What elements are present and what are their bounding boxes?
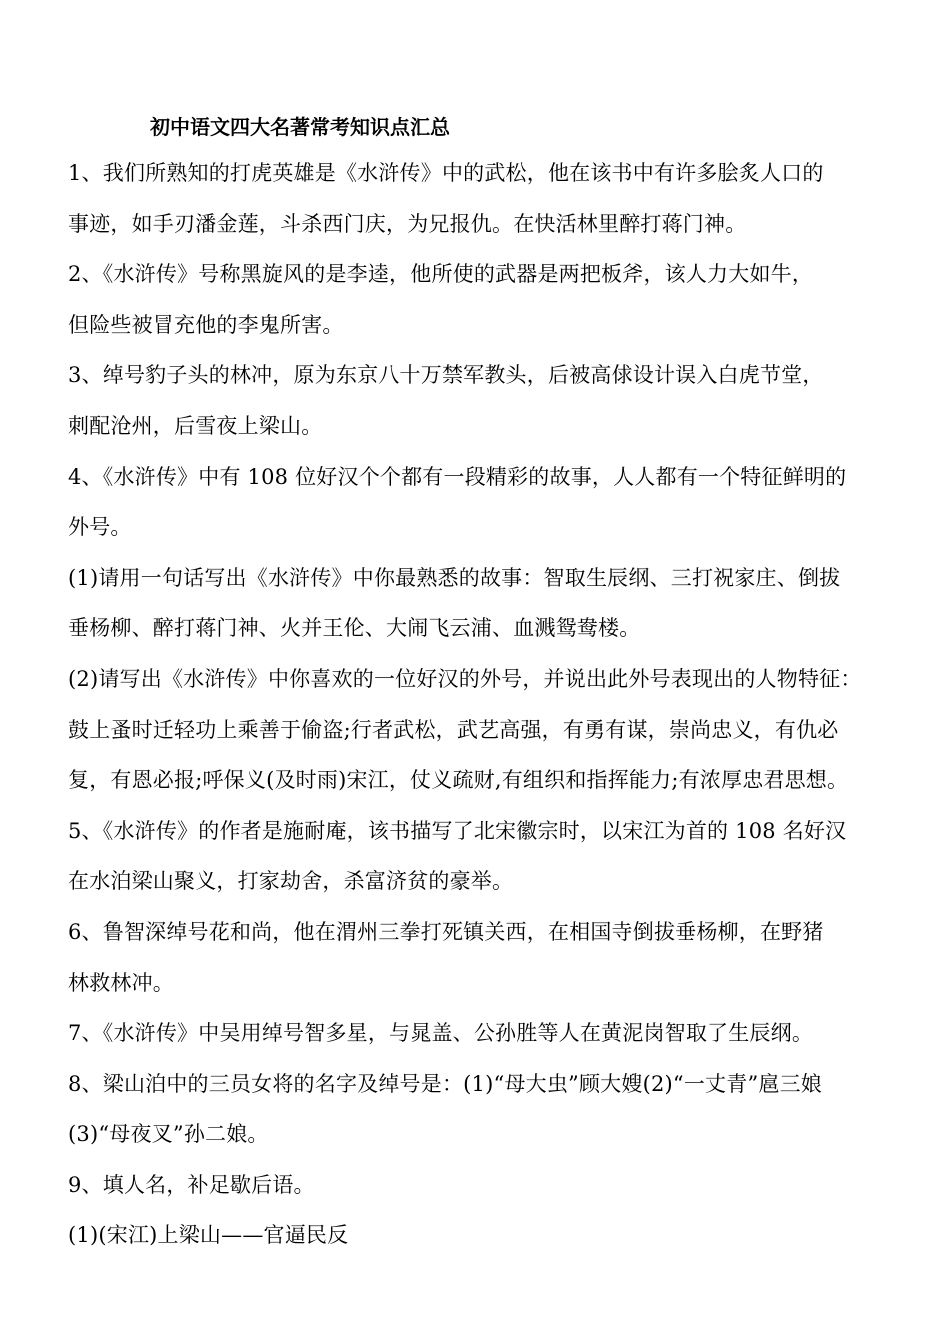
text-line: 林救林冲。 [68, 970, 174, 995]
text-line: 事迹，如手刃潘金莲，斗杀西门庆，为兄报仇。在快活林里醉打蒋门神。 [68, 211, 747, 236]
text-line: 7、《水浒传》中吴用绰号智多星，与晁盖、公孙胜等人在黄泥岗智取了生辰纲。 [68, 1021, 814, 1046]
page-title: 初中语文四大名著常考知识点汇总 [150, 115, 450, 139]
text-line: 9、填人名，补足歇后语。 [68, 1172, 315, 1197]
text-line: 3、绰号豹子头的林冲，原为东京八十万禁军教头，后被高俅设计误入白虎节堂， [68, 363, 824, 388]
text-line: 5、《水浒传》的作者是施耐庵，该书描写了北宋徽宗时，以宋江为首的 108 名好汉 [68, 818, 847, 843]
text-line: (2)请写出《水浒传》中你喜欢的一位好汉的外号，并说出此外号表现出的人物特征： [68, 666, 862, 691]
text-line: 外号。 [68, 515, 132, 540]
text-line: (3)“母夜叉”孙二娘。 [68, 1122, 269, 1147]
text-line: 2、《水浒传》号称黑旋风的是李逵，他所使的武器是两把板斧，该人力大如牛， [68, 262, 814, 287]
text-line: 6、鲁智深绰号花和尚，他在渭州三拳打死镇关西，在相国寺倒拔垂杨柳，在野猪 [68, 919, 824, 944]
text-line: 4、《水浒传》中有 108 位好汉个个都有一段精彩的故事，人人都有一个特征鲜明的 [68, 464, 847, 489]
text-line: 垂杨柳、醉打蒋门神、火并王伦、大闹飞云浦、血溅鸳鸯楼。 [68, 616, 641, 641]
text-line: 刺配沧州，后雪夜上梁山。 [68, 413, 323, 438]
text-line: 8、梁山泊中的三员女将的名字及绰号是：(1)“母大虫”顾大嫂(2)“一丈青”扈三娘 [68, 1071, 822, 1096]
text-line: (1)请用一句话写出《水浒传》中你最熟悉的故事：智取生辰纲、三打祝家庄、倒拔 [68, 565, 841, 590]
text-line: 复，有恩必报;呼保义(及时雨)宋江，仗义疏财,有组织和指挥能力;有浓厚忠君思想。 [68, 768, 849, 793]
text-line: 鼓上蚤时迁轻功上乘善于偷盗;行者武松，武艺高强，有勇有谋，崇尚忠义，有仇必 [68, 717, 839, 742]
document-body [68, 158, 890, 1271]
text-line: 在水泊梁山聚义，打家劫舍，杀富济贫的豪举。 [68, 869, 514, 894]
text-line: 但险些被冒充他的李鬼所害。 [68, 312, 344, 337]
text-line: 1、我们所熟知的打虎英雄是《水浒传》中的武松，他在该书中有许多脍炙人口的 [68, 161, 824, 185]
text-line: (1)(宋江)上梁山——官逼民反 [68, 1223, 349, 1248]
